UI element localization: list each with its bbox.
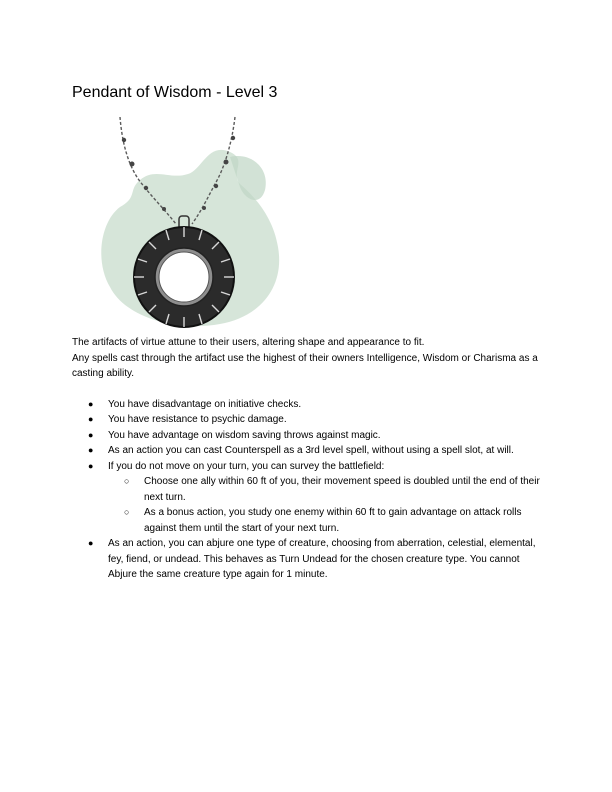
pendant-illustration <box>80 112 290 332</box>
sub-list-item <box>108 505 542 536</box>
hollow-bullet-icon: ○ <box>124 476 130 486</box>
bullet-icon: ● <box>88 460 94 471</box>
intro-line-1: The artifacts of virtue attune to their users, altering shape and appearance to fit. <box>72 337 425 348</box>
list-item-text: You have advantage on wisdom saving throws against magic. <box>108 429 381 441</box>
list-item <box>72 397 542 413</box>
list-item-text: As an action, you can abjure one type of creature, choosing from aberration, celestial, elemental, fey, fiend, or undead. This behaves as Turn Undead for the chosen creature type. You cannot Abjure the same creature type again for 1 minute. <box>108 538 536 580</box>
list-item-text: If you do not move on your turn, you can survey the battlefield: <box>108 460 385 472</box>
list-item <box>72 459 542 537</box>
sub-list-item <box>108 474 542 505</box>
hollow-bullet-icon: ○ <box>124 507 130 517</box>
bullet-icon: ● <box>88 429 94 440</box>
sub-list-item-text: As a bonus action, you study one enemy within 60 ft to gain advantage on attack rolls against them until the start of your next turn. <box>144 507 522 534</box>
list-item <box>72 536 542 583</box>
list-item-text: You have resistance to psychic damage. <box>108 414 287 425</box>
list-item <box>72 443 542 459</box>
sub-list <box>108 474 542 536</box>
list-item <box>72 428 542 444</box>
bullet-icon: ● <box>88 538 94 548</box>
list-item-text: As an action you can cast Counterspell as a 3rd level spell, without using a spell slot, at will. <box>108 445 514 456</box>
list-item <box>72 412 542 428</box>
ability-list <box>72 397 542 583</box>
pendant-necklace-icon <box>80 112 290 332</box>
list-item-text: You have disadvantage on initiative checks. <box>108 398 302 410</box>
bullet-icon: ● <box>88 414 94 424</box>
sub-list-item-text: Choose one ally within 60 ft of you, their movement speed is doubled until the end of their next turn. <box>144 476 540 503</box>
bullet-icon: ● <box>88 398 94 409</box>
page-title: Pendant of Wisdom - Level 3 <box>72 84 278 101</box>
intro-line-2: Any spells cast through the artifact use the highest of their owners Intelligence, Wisdom or Charisma as a casting ability. <box>72 352 538 379</box>
bullet-icon: ● <box>88 445 94 455</box>
body-text <box>72 335 542 583</box>
